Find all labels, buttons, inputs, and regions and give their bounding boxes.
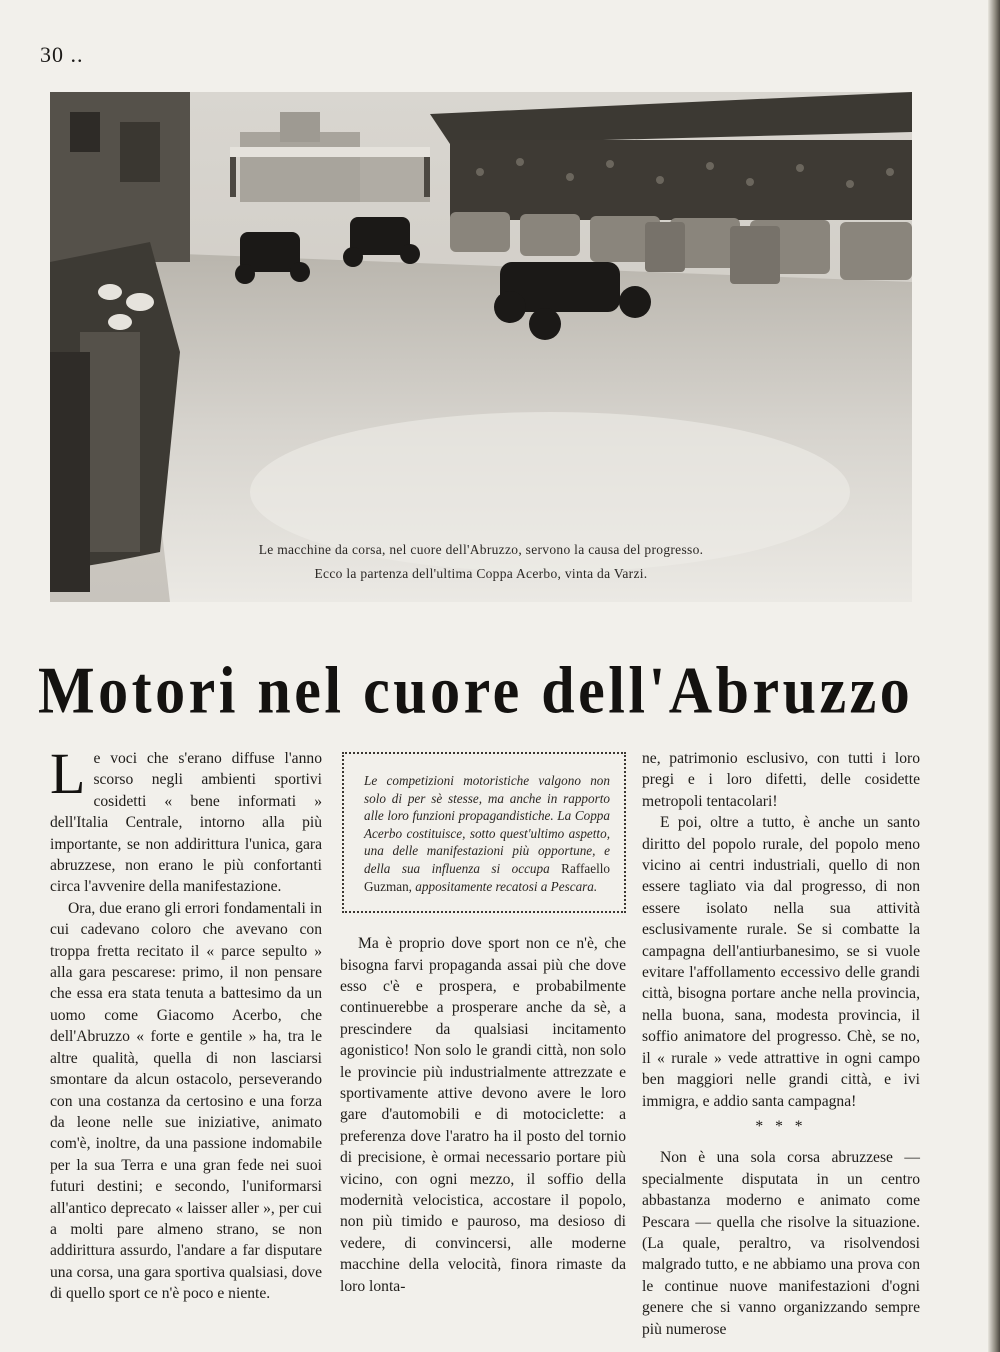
- page-edge: [988, 0, 1000, 1352]
- sidebar-tail: appositamente recatosi a Pescara.: [415, 878, 598, 894]
- column3-paragraph3: Non è una sola corsa abruzzese — specialmente disputata in un centro abbastanza moderno e animato come Pescara — quella che risolve la situazione. (La quale, peraltro, va risolvendosi malgrado tutto, e ne abbiamo una prova con le continue nuove manifestazioni d'ogni genere che si vanno organizzando sempre più numerose: [642, 1149, 920, 1338]
- sidebar-box: [342, 752, 626, 913]
- column1-paragraph2: Ora, due erano gli errori fondamentali in cui cadevano coloro che avevano con troppa fretta recitato il « parce sepulto » alla gara pescarese: primo, il non pensare che essa era stata tenuta a battesimo da un uomo come Giacomo Acerbo, che dell'Abruzzo « forte e gentile » ha, tra le altre qualità, quella di non lasciarsi smontare da alcun ostacolo, perseverando con una costanza da certosino e una forza da leone nelle sue iniziative, animato com'è, inoltre, da una passione indomabile per la sua Terra e una gran fede nei suoi futuri destini; e secondo, l'uniformarsi all'antico deprecato « laisser aller », per cui a molti pare almeno strano, se non addirittura assurdo, l'andare a far disputare una corsa, una gara sportiva qualsiasi, dove di quello sport ce n'è poco e niente.: [50, 899, 322, 1303]
- column-1: [50, 741, 322, 1305]
- race-cars-photo: [50, 92, 912, 602]
- drop-cap: L: [50, 741, 86, 806]
- photo-caption-line2: Ecco la partenza dell'ultima Coppa Acerbo, vinta da Varzi.: [314, 566, 648, 581]
- column-2: [340, 752, 626, 1297]
- column2-paragraph1: Ma è proprio dove sport non ce n'è, che bisogna farvi propaganda assai più che dove esso c'è e prospera, e probabilmente continuerebbe a prosperare anche da sè, a prescindere da qualsiasi incitamento agonistico! Non solo le grandi città, non solo le provincie più industrialmente attrezzate e sportivamente attive devono avere le loro gare d'automobili e di motociclette: a preferenza dove l'aratro ha il posto del tornio di precisione, è ormai necessario portare più vicino, con ogni mezzo, il soffio della modernità velocistica, accostare il popolo, non più timido e pauroso, ma desioso di vedere, di convincersi, alle moderne macchine della velocità, finora rimaste da loro lonta-: [340, 935, 626, 1295]
- page-number: 30 ..: [40, 42, 84, 67]
- photo-caption-line1: Le macchine da corsa, nel cuore dell'Abruzzo, servono la causa del progresso.: [258, 542, 704, 557]
- article-headline: Motori nel cuore dell'Abruzzo: [38, 653, 914, 728]
- column1-paragraph1: [50, 741, 322, 898]
- sidebar-text: Le competizioni motoristiche valgono non solo di per sè stesse, ma anche in rapporto alle loro funzioni propagandistiche. La Coppa Acerbo costituisce, sotto quest'ultimo aspetto, una delle manifestazioni più opportune, e della sua influenza si occupa: [364, 773, 610, 876]
- column3-paragraph1: ne, patrimonio esclusivo, con tutti i loro pregi e i loro difetti, delle cosidette metropoli tentacolari!: [642, 750, 920, 810]
- column1-paragraph1-text: e voci che s'erano diffuse l'anno scorso negli ambienti sportivi cosidetti « bene informati » dell'Italia Centrale, intorno alla più importante, se non addirittura l'unica, gara abruzzese, non erano le più confortanti circa l'avvenire della manifestazione.: [50, 750, 322, 896]
- column-3: [642, 748, 920, 1340]
- section-divider: * * *: [755, 1117, 807, 1135]
- sidebar-author: Raffaello Guzman,: [364, 860, 610, 894]
- column3-paragraph2: E poi, oltre a tutto, è anche un santo diritto del popolo rurale, del popolo meno vicino ai centri industriali, quello di non essere tagliato via dal progresso, di non essere isolato nella sua attività esclusivamente rurale. Se si combatte la campagna dell'antiurbanesimo, se si vuole evitare l'affollamento eccessivo delle grandi città, bisogna portare anche nella provincia, nella buona, sana, modesta provincia, il soffio animatore del progresso. Chè, se no, il « rurale » vede attrattive in ogni campo ben maggiori nelle grandi città, e ivi immigra, e addio santa campagna!: [642, 814, 920, 1110]
